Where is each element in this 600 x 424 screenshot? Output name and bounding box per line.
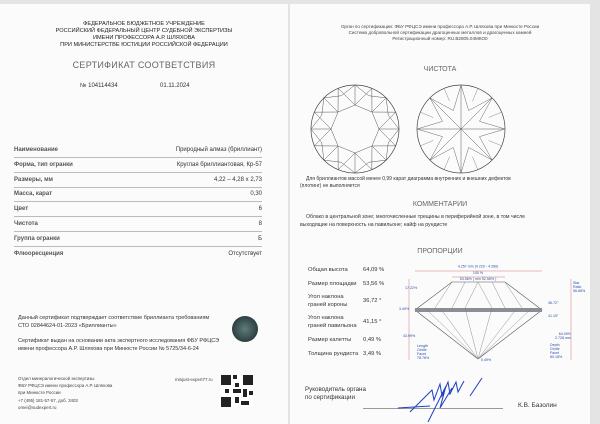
comments-title: КОММЕНТАРИИ: [412, 201, 468, 208]
signatory-title: [305, 386, 366, 402]
signature: [390, 378, 490, 424]
facet-line: [478, 308, 532, 359]
certificate-number: № 104114434: [80, 83, 118, 89]
certificate-right-page: [290, 4, 590, 424]
property-label: Группа огранки: [14, 235, 60, 242]
property-value: 4,22 – 4,28 x 2,73: [213, 176, 262, 183]
facet-line: [355, 105, 372, 112]
header-line: ПРИ МИНИСТЕРСТВЕ ЮСТИЦИИ РОССИЙСКОЙ ФЕДЕРАЦИИ: [60, 42, 228, 48]
certificate-left-page: [0, 4, 288, 424]
property-value: 6: [258, 206, 262, 213]
facet-line: [338, 146, 355, 153]
property-row: [14, 247, 262, 262]
property-label: Флюоресценция: [14, 251, 64, 258]
department-contacts: [18, 375, 112, 411]
measurement-label: Depth: [550, 343, 560, 347]
facet-line: [453, 85, 461, 111]
facet-line: [425, 308, 478, 359]
facet-line: [324, 96, 341, 98]
facet-line: [452, 282, 465, 308]
facet-line: [324, 160, 341, 162]
property-value: 8: [258, 221, 262, 227]
proportion-value: 3,49 %: [363, 351, 382, 357]
facet-line: [386, 143, 388, 160]
facet-line: [379, 129, 396, 146]
facet-line: [489, 112, 502, 117]
certificate-title: СЕРТИФИКАТ СООТВЕТСТВИЯ: [72, 60, 216, 70]
measurement-label: 17.22%: [405, 286, 418, 290]
property-value: Отсутствует: [228, 251, 262, 258]
header-line: Система добровольной сертификации драгоценных металлов и драгоценных камней: [348, 30, 532, 35]
facet-line: [386, 98, 388, 115]
measurement-label: 100 %: [472, 271, 484, 275]
facet-line: [444, 157, 449, 170]
facet-line: [372, 112, 379, 129]
facet-line: [465, 308, 478, 359]
facet-line: [338, 153, 355, 170]
facet-line: [430, 98, 461, 129]
header-line: ФЕДЕРАЛЬНОЕ БЮДЖЕТНОЕ УЧРЕЖДЕНИЕ: [83, 21, 205, 27]
property-row: [14, 202, 262, 217]
facet-line: [472, 88, 477, 101]
text-line: Руководитель органа: [305, 386, 366, 393]
text-line: Облако в центральной зоне; многочисленные трещины в периферийной зоне, в том числе: [306, 214, 526, 220]
measurement-label: Girdle: [417, 348, 427, 352]
facet-line: [355, 88, 372, 105]
measurement-label: Girdle: [550, 347, 560, 351]
text-line: Данный сертификат подтверждает соответствие бриллианта требованиям: [18, 315, 210, 321]
text-line: (плотинг) не выполняется: [300, 183, 360, 189]
facet-line: [369, 96, 386, 98]
proportion-label: Размер калетты: [308, 337, 352, 343]
property-row: [14, 232, 262, 247]
text-line: выходящие на поверхность на павильоне; найф на рундисте: [300, 221, 448, 228]
text-line: ФБУ РФЦСЭ имени профессора А.Р. Шляхова: [18, 383, 113, 389]
signer-name: К.В. Базолин: [518, 402, 557, 409]
text-line: при Минюсте России: [18, 390, 61, 396]
proportion-value: 53,56 %: [363, 281, 385, 287]
registration-number: Регистрационный номер: RU.B2805.04МКО0: [392, 36, 488, 41]
property-row: [14, 187, 262, 202]
facet-line: [465, 282, 478, 308]
hologram-seal: [232, 316, 258, 342]
property-label: Наименование: [14, 147, 59, 153]
proportion-label: Размер площадки: [308, 281, 357, 287]
facet-line: [478, 282, 492, 308]
basis-statement: [18, 337, 219, 353]
proportion-value: 41,15 °: [363, 319, 382, 325]
girdle: [415, 308, 542, 312]
property-label: Масса, карат: [14, 191, 53, 198]
property-value: 0,30: [250, 191, 262, 198]
certificate-date: 01.11.2024: [160, 83, 190, 89]
facet-line: [461, 98, 492, 129]
measurement-label: 80.18%: [550, 355, 563, 359]
facet-line: [478, 308, 492, 359]
proportion-label: Общая высота: [308, 267, 348, 273]
proportion-label: Угол наклона граней короны: [308, 294, 348, 308]
measurement-label: 64.09%: [558, 332, 571, 336]
facet-line: [420, 140, 433, 145]
facet-line: [331, 112, 338, 129]
property-value: Б: [258, 235, 262, 242]
proportion-value: 0,49 %: [363, 337, 382, 343]
measurement-label: 3.49%: [399, 307, 410, 311]
proportions-title: ПРОПОРЦИИ: [417, 248, 463, 255]
facet-line: [461, 85, 469, 111]
comments-text: [300, 214, 525, 229]
facet-line: [489, 140, 502, 145]
property-label: Форма, тип огранки: [14, 161, 73, 168]
measurement-label: 4.257 mm (4.220 - 4.280): [457, 264, 499, 269]
facet-line: [338, 88, 355, 105]
facet-line: [324, 98, 338, 112]
property-label: Чистота: [14, 221, 38, 227]
facet-line: [420, 112, 433, 117]
property-row: [14, 173, 262, 188]
property-row: [14, 143, 262, 158]
facet-line: [417, 129, 443, 137]
text-line: имени профессора А.Р. Шляхова при Минюсте России № 5725/34-6-24: [18, 346, 199, 352]
property-value: Природный алмаз (бриллиант): [175, 147, 262, 153]
website[interactable]: minjust-expert77.ru: [175, 377, 213, 382]
clarity-note: [300, 176, 511, 190]
facet-line: [355, 153, 372, 170]
proportion-label: Угол наклона граней павильона: [308, 315, 357, 329]
measurement-label: Star: [573, 281, 580, 285]
text-line: Отдел минералогической экспертизы: [18, 376, 95, 381]
measurement-label: 78.76%: [417, 356, 430, 360]
measurement-label: 36.72°: [548, 301, 559, 305]
facet-line: [322, 98, 324, 115]
text-line: Для бриллиантов массой менее 0,99 карат диаграмма внутренних и внешних дефектов: [306, 176, 511, 182]
measurement-label: Facet: [550, 351, 559, 355]
facet-line: [430, 129, 461, 160]
qr-code[interactable]: [221, 375, 253, 407]
facet-line: [435, 282, 452, 308]
facet-line: [372, 98, 386, 112]
email: omei@sudexpert.ru: [18, 404, 57, 410]
measurement-label: Facet: [417, 352, 426, 356]
proportion-label: Толщина рундиста: [308, 351, 359, 357]
header-line: Орган по сертификации: ФБУ РФЦСЭ имени профессора А.Р. Шляхова при Минюсте России: [340, 24, 540, 29]
facet-line: [461, 129, 492, 160]
facet-line: [444, 88, 449, 101]
text-line: по сертификации: [305, 394, 355, 401]
property-value: Круглая бриллиантовая, Кр-57: [176, 161, 262, 168]
measurement-label: 2.728 mm: [555, 336, 571, 340]
property-label: Цвет: [14, 206, 29, 213]
facet-line: [479, 129, 505, 137]
facet-line: [479, 121, 505, 129]
facet-line: [505, 282, 522, 308]
facet-line: [314, 112, 331, 129]
facet-line: [331, 129, 338, 146]
proportion-value: 36,72 °: [363, 298, 382, 304]
measurement-label: 0.49%: [481, 358, 492, 362]
certification-body-header: [290, 24, 590, 42]
facet-line: [372, 129, 379, 146]
text-line: СТО 02844624-01-2023 «Бриллианты»: [18, 323, 117, 329]
facet-line: [369, 160, 386, 162]
measurement-label: 41.15°: [548, 314, 559, 318]
facet-line: [322, 143, 324, 160]
header-line: ИМЕНИ ПРОФЕССОРА А.Р. ШЛЯХОВА: [92, 35, 195, 41]
measurement-label: 56.68%: [573, 289, 586, 293]
property-label: Размеры, мм: [14, 176, 53, 183]
facet-line: [417, 121, 443, 129]
facet-line: [472, 157, 477, 170]
property-row: [14, 217, 262, 232]
facet-line: [453, 147, 461, 173]
conformity-statement: [18, 314, 209, 330]
facet-line: [372, 146, 386, 160]
measurement-label: Length: [417, 344, 428, 348]
property-row: [14, 158, 262, 173]
text-line: Сертификат выдан на основании акта экспертного исследования ФБУ РФЦСЭ: [18, 338, 220, 344]
issuer-header: [0, 21, 288, 49]
header-line: РОССИЙСКИЙ ФЕДЕРАЛЬНЫЙ ЦЕНТР СУДЕБНОЙ ЭКСПЕРТИЗЫ: [55, 28, 233, 34]
facet-line: [324, 146, 338, 160]
measurement-label: 53.56% ( min 52.56% ): [459, 277, 497, 281]
facet-line: [379, 112, 396, 129]
proportion-value: 64,09 %: [363, 267, 385, 273]
facet-line: [338, 105, 355, 112]
facet-line: [355, 146, 372, 153]
facet-line: [314, 129, 331, 146]
facet-line: [461, 147, 469, 173]
measurement-label: 43.99%: [403, 334, 416, 338]
diamond-profile: [415, 282, 542, 359]
measurement-label: Ratio: [573, 285, 582, 289]
phone: +7 (495) 181-57-57, доб. 3403: [18, 397, 78, 403]
clarity-title: ЧИСТОТА: [423, 66, 457, 73]
clarity-plot-diagrams: [307, 83, 567, 175]
facet-line: [492, 282, 505, 308]
proportions-diagram: [399, 264, 586, 365]
